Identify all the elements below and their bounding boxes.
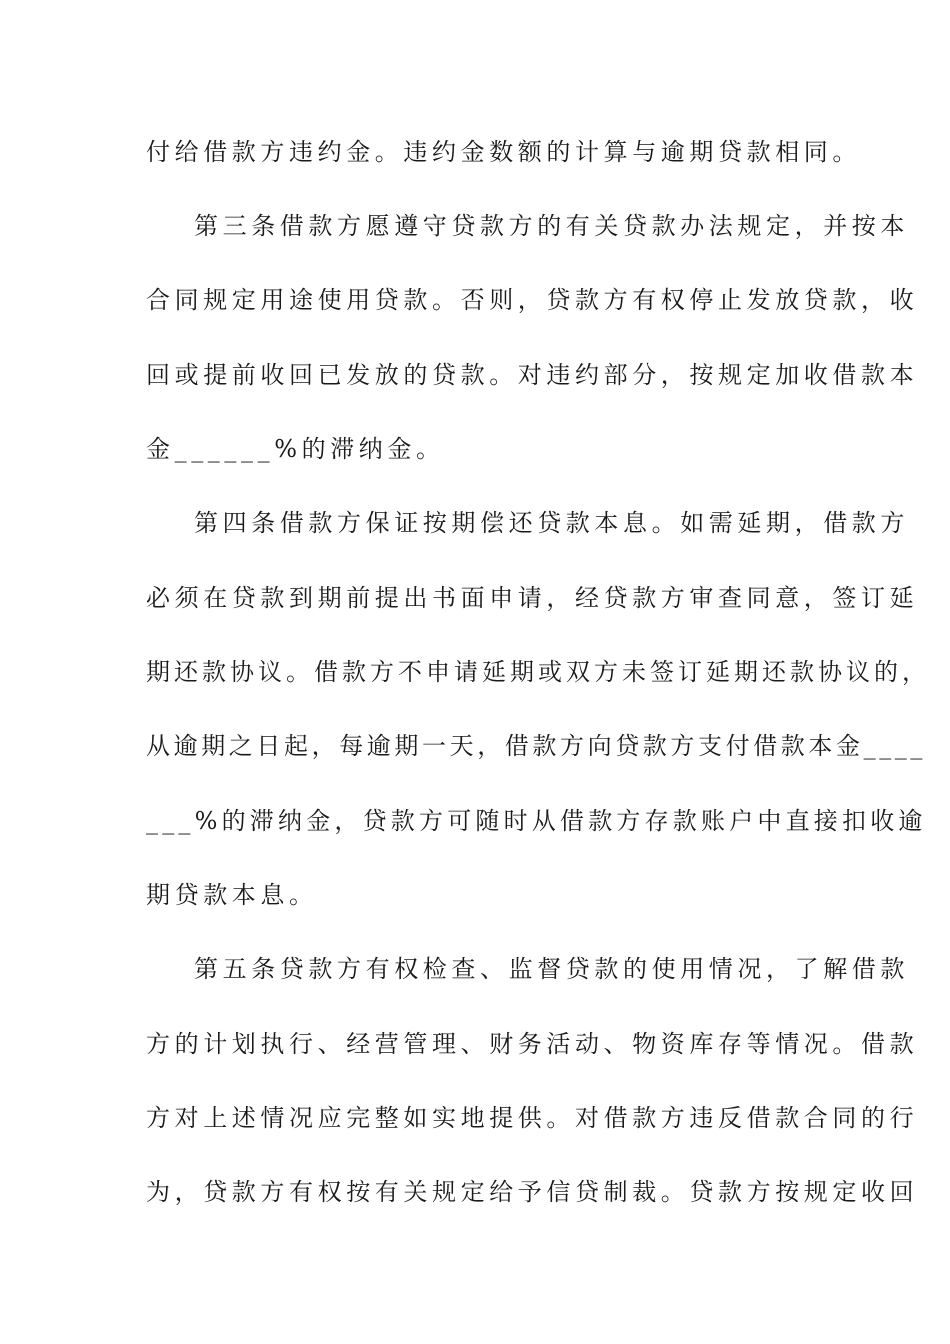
text-line: ___%的滞纳金，贷款方可随时从借款方存款账户中直接扣收逾: [146, 807, 927, 835]
text-line: 方的计划执行、经营管理、财务活动、物资库存等情况。借款: [146, 1030, 919, 1058]
text-line: 第五条贷款方有权检查、监督贷款的使用情况，了解借款: [194, 955, 909, 983]
text-line: 方对上述情况应完整如实地提供。对借款方违反借款合同的行: [146, 1104, 919, 1132]
text-line: 从逾期之日起，每逾期一天，借款方向贷款方支付借款本金____: [146, 732, 926, 760]
text-line: 合同规定用途使用贷款。否则，贷款方有权停止发放贷款，收: [146, 286, 919, 314]
text-line: 金______%的滞纳金。: [146, 435, 445, 463]
text-line: 付给借款方违约金。违约金数额的计算与逾期贷款相同。: [146, 138, 861, 166]
text-line: 回或提前收回已发放的贷款。对违约部分，按规定加收借款本: [146, 361, 919, 389]
text-line: 为，贷款方有权按有关规定给予信贷制裁。贷款方按规定收回: [146, 1178, 919, 1206]
text-line: 第四条借款方保证按期偿还贷款本息。如需延期，借款方: [194, 509, 909, 537]
text-line: 期贷款本息。: [146, 881, 318, 909]
text-line: 期还款协议。借款方不申请延期或双方未签订延期还款协议的，: [146, 658, 930, 686]
text-line: 必须在贷款到期前提出书面申请，经贷款方审查同意，签订延: [146, 584, 919, 612]
text-line: 第三条借款方愿遵守贷款方的有关贷款办法规定，并按本: [194, 212, 909, 240]
